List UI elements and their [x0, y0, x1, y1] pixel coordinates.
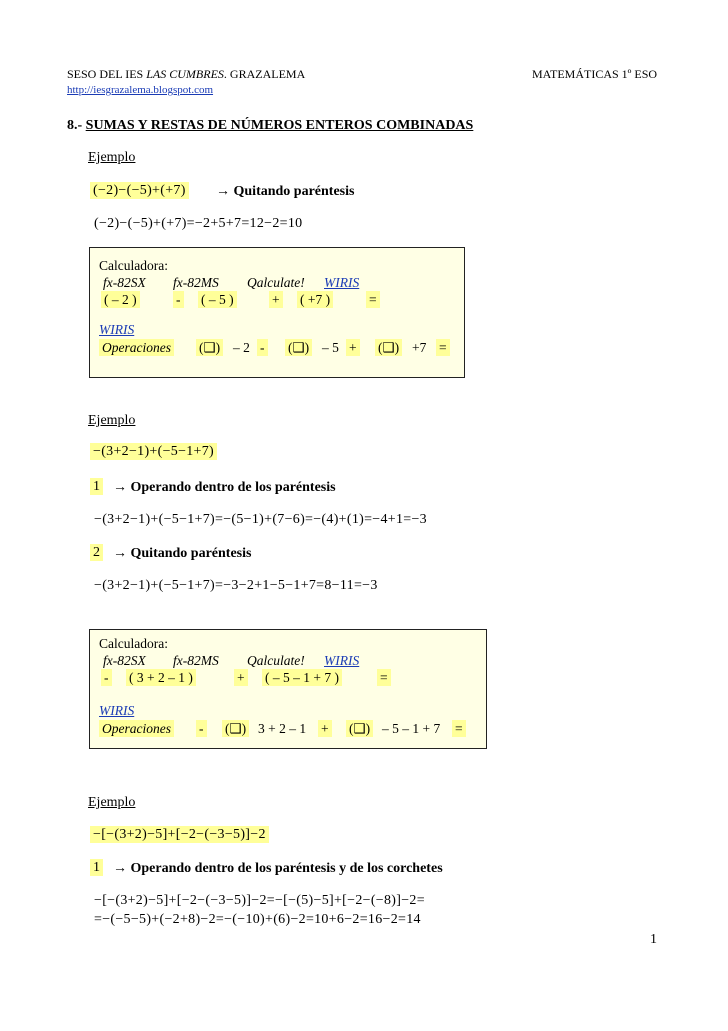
key-box-paren: (❑) — [375, 339, 402, 356]
calc-title: Calculadora: — [99, 258, 168, 273]
key-minus: - — [173, 291, 184, 308]
key-equals: = — [452, 720, 466, 737]
key-paren-minus2: ( – 2 ) — [101, 291, 140, 308]
example-1-heading: Ejemplo — [88, 150, 136, 165]
model-fx82sx: fx-82SX — [103, 653, 146, 668]
key-minus: - — [196, 720, 207, 737]
key-paren-plus7: ( +7 ) — [297, 291, 333, 308]
example-2-expression: −(3+2−1)+(−5−1+7) — [90, 444, 217, 460]
example-3-expression: −[−(3+2)−5]+[−2−(−3−5)]−2 — [90, 827, 269, 843]
key-plus: + — [318, 720, 332, 737]
model-fx82sx: fx-82SX — [103, 275, 146, 290]
key-operaciones: Operaciones — [99, 720, 174, 737]
wiris-title: WIRIS — [99, 322, 135, 337]
key-paren-group1: ( 3 + 2 – 1 ) — [126, 669, 196, 686]
example-3-line1: −[−(3+2)−5]+[−2−(−3−5)]−2=−[−(5)−5]+[−2−(−8)]−2= — [94, 893, 425, 908]
key-box-paren: (❑) — [222, 720, 249, 737]
wiris-title: WIRIS — [99, 703, 135, 718]
example-3-step1-note: → Operando dentro de los paréntesis y de los corchetes — [113, 861, 443, 876]
header-left: SESO DEL IES LAS CUMBRES. GRAZALEMA — [67, 67, 306, 81]
example-2-step2-number: 2 — [90, 545, 103, 561]
example-2-step1-number: 1 — [90, 479, 103, 495]
example-2-step2-note: → Quitando paréntesis — [113, 546, 252, 561]
example-2-step1-note: → Operando dentro de los paréntesis — [113, 480, 336, 495]
example-1-solution: (−2)−(−5)+(+7)=−2+5+7=12−2=10 — [94, 216, 303, 231]
calculator-box-2 — [89, 629, 487, 749]
key-operaciones: Operaciones — [99, 339, 174, 356]
example-3-heading: Ejemplo — [88, 795, 136, 810]
example-3-step1-number: 1 — [90, 860, 103, 876]
model-qalculate: Qalculate! — [247, 275, 305, 290]
example-2-step2-solution: −(3+2−1)+(−5−1+7)=−3−2+1−5−1+7=8−11=−3 — [94, 578, 378, 593]
key-paren-group2: ( – 5 – 1 + 7 ) — [262, 669, 342, 686]
key-box-paren: (❑) — [196, 339, 223, 356]
key-plus: + — [234, 669, 248, 686]
page-number: 1 — [650, 932, 658, 947]
key-minus: - — [101, 669, 112, 686]
key-equals: = — [377, 669, 391, 686]
calculator-box-1 — [89, 247, 465, 378]
example-2-step1-solution: −(3+2−1)+(−5−1+7)=−(5−1)+(7−6)=−(4)+(1)=−4+1=−3 — [94, 512, 427, 527]
example-2-heading: Ejemplo — [88, 413, 136, 428]
model-wiris: WIRIS — [324, 275, 360, 290]
key-plus: + — [269, 291, 283, 308]
key-plus: + — [346, 339, 360, 356]
blog-link[interactable]: http://iesgrazalema.blogspot.com — [67, 84, 214, 96]
calc-title: Calculadora: — [99, 636, 168, 651]
header-right: MATEMÁTICAS 1º ESO — [532, 67, 658, 81]
key-box-paren: (❑) — [346, 720, 373, 737]
example-1-expression: (−2)−(−5)+(+7) — [90, 183, 189, 199]
model-fx82ms: fx-82MS — [173, 275, 219, 290]
key-box-paren: (❑) — [285, 339, 312, 356]
key-minus: - — [257, 339, 268, 356]
key-equals: = — [436, 339, 450, 356]
wiris-val-plus7: +7 — [412, 340, 427, 355]
wiris-val-group2: – 5 – 1 + 7 — [382, 721, 441, 736]
section-title: 8.- SUMAS Y RESTAS DE NÚMEROS ENTEROS COMBINADAS — [67, 118, 474, 133]
wiris-val-minus2: – 2 — [233, 340, 250, 355]
wiris-val-group1: 3 + 2 – 1 — [258, 721, 307, 736]
model-qalculate: Qalculate! — [247, 653, 305, 668]
model-wiris: WIRIS — [324, 653, 360, 668]
example-1-note: → Quitando paréntesis — [216, 184, 355, 199]
example-3-line2: =−(−5−5)+(−2+8)−2=−(−10)+(6)−2=10+6−2=16−2=14 — [94, 912, 421, 927]
model-fx82ms: fx-82MS — [173, 653, 219, 668]
key-equals: = — [366, 291, 380, 308]
key-paren-minus5: ( – 5 ) — [198, 291, 237, 308]
wiris-val-minus5: – 5 — [322, 340, 339, 355]
